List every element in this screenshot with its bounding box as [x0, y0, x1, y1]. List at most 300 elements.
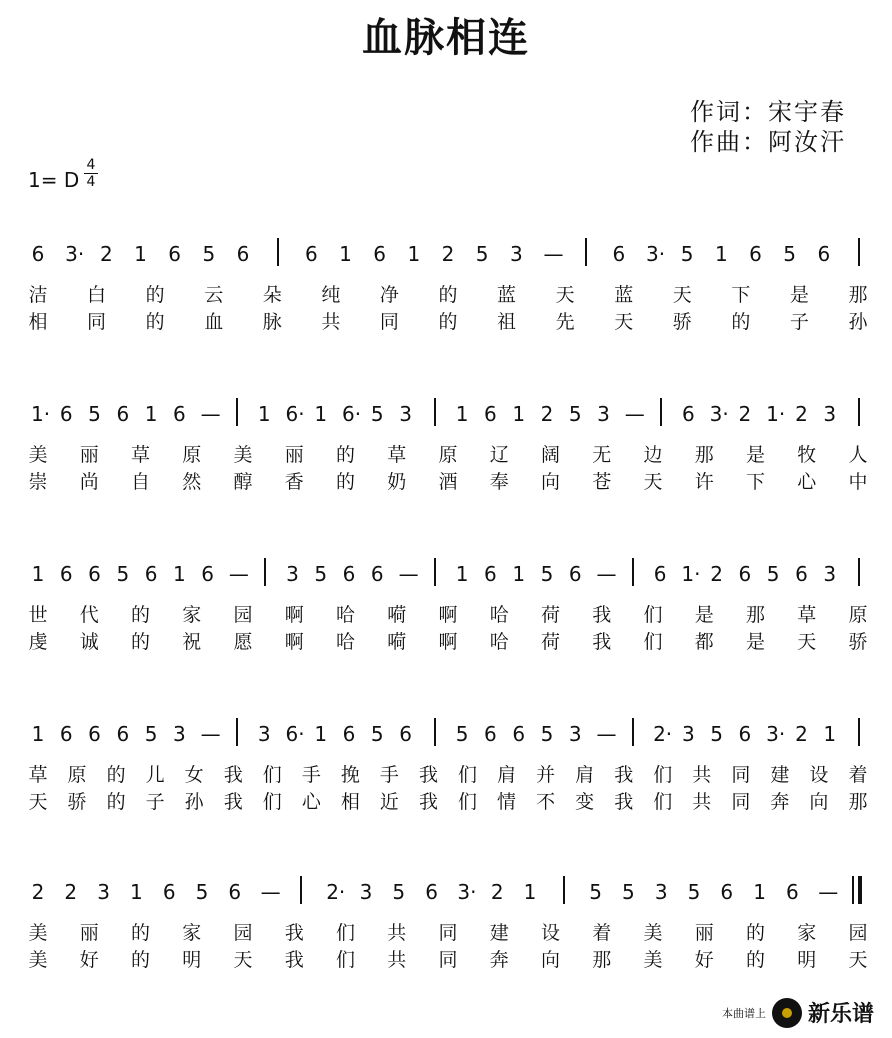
note: 1 [512, 562, 526, 586]
lyric-char: 肩 [575, 764, 595, 786]
notation-line [0, 388, 892, 448]
lyric-char: 原 [848, 604, 868, 626]
note: 6 [681, 402, 695, 426]
note: 3 [359, 880, 373, 904]
lyric-char: 我 [592, 631, 612, 653]
lyric-char: 美 [28, 949, 48, 971]
note: 1· [766, 402, 786, 426]
score-system [0, 228, 892, 368]
lyric-char: 设 [540, 922, 560, 944]
lyric-char: 是 [745, 631, 765, 653]
lyric-char: 啊 [438, 631, 458, 653]
lyric-char: 的 [745, 922, 765, 944]
note: 6 [738, 722, 752, 746]
note: 5 [88, 402, 101, 426]
note: 1 [257, 402, 271, 426]
lyric-char: 家 [182, 604, 202, 626]
lyric-char: 同 [731, 764, 751, 786]
note: 1 [314, 722, 328, 746]
lyric-char: 天 [28, 791, 48, 813]
lyric-char: 那 [745, 604, 765, 626]
lyric-char: 好 [79, 949, 99, 971]
note: 6 [88, 562, 101, 586]
lyric-char: 脉 [262, 311, 282, 333]
dash-extension: — [398, 562, 419, 586]
lyric-char: 自 [130, 471, 150, 493]
lyric-line [0, 787, 892, 811]
note: 6 [484, 722, 497, 746]
lyric-char: 那 [848, 791, 868, 813]
note: 6 [88, 722, 101, 746]
lyric-char: 香 [284, 471, 304, 493]
lyric-char: 原 [182, 444, 202, 466]
lyric-char: 相 [28, 311, 48, 333]
lyric-char: 醇 [233, 471, 253, 493]
lyric-char: 嗬 [387, 631, 407, 653]
note: 5 [314, 562, 328, 586]
note: 1 [339, 242, 352, 266]
note: 6 [59, 722, 73, 746]
lyric-char: 我 [284, 922, 304, 944]
note: 6 [399, 722, 412, 746]
lyric-char: 骄 [672, 311, 692, 333]
dash-extension: — [260, 880, 281, 904]
time-signature [84, 158, 98, 189]
note: 5 [202, 242, 216, 266]
lyric-char: 着 [848, 764, 868, 786]
note: 2 [540, 402, 554, 426]
note: 3· [646, 242, 666, 266]
note: 6 [568, 562, 582, 586]
note: 1 [134, 242, 147, 266]
lyric-char: 同 [731, 791, 751, 813]
music-disc-icon [772, 998, 802, 1028]
repeat-end-barline [858, 876, 862, 904]
lyric-line [0, 280, 892, 304]
note: 6 [370, 562, 384, 586]
note: 5 [195, 880, 209, 904]
lyric-char: 然 [182, 471, 202, 493]
footer-small-text: 本曲谱上 [721, 1006, 766, 1020]
lyric-char: 的 [106, 791, 126, 813]
note: 6 [795, 562, 808, 586]
note: 6 [786, 880, 799, 904]
note: 3 [509, 242, 523, 266]
lyric-char: 下 [731, 284, 751, 306]
lyric-char: 向 [540, 949, 560, 971]
lyric-char: 子 [789, 311, 809, 333]
lyric-char: 园 [233, 604, 253, 626]
lyric-char: 苍 [592, 471, 612, 493]
note: 2 [99, 242, 113, 266]
lyric-char: 天 [848, 949, 868, 971]
footer-brand: 新乐谱 [807, 1002, 874, 1027]
barline [632, 718, 634, 746]
lyric-line [0, 945, 892, 969]
lyric-char: 啊 [284, 604, 304, 626]
lyric-char: 诚 [79, 631, 99, 653]
note: 1 [144, 402, 158, 426]
barline [858, 558, 860, 586]
lyric-line [0, 760, 892, 784]
lyric-char: 明 [797, 949, 817, 971]
note: 3 [823, 402, 837, 426]
note: 5 [783, 242, 797, 266]
dash-extension: — [818, 880, 839, 904]
note: 1 [753, 880, 766, 904]
note: 3 [654, 880, 668, 904]
barline [236, 718, 238, 746]
note: 6 [817, 242, 831, 266]
lyric-char: 牧 [797, 444, 817, 466]
barline [632, 558, 634, 586]
lyric-char: 的 [130, 922, 150, 944]
score-system [0, 866, 892, 1006]
note: 5 [392, 880, 406, 904]
barline [563, 876, 565, 904]
note: 3 [286, 562, 299, 586]
note: 6 [116, 402, 130, 426]
lyric-char: 的 [145, 311, 165, 333]
lyric-char: 是 [789, 284, 809, 306]
lyric-char: 草 [130, 444, 150, 466]
lyric-char: 的 [335, 444, 355, 466]
lyric-char: 挽 [340, 764, 360, 786]
lyric-char: 哈 [489, 604, 509, 626]
note: 6 [484, 402, 497, 426]
lyric-char: 天 [643, 471, 663, 493]
note: 2 [490, 880, 504, 904]
lyric-char: 我 [614, 764, 634, 786]
note: 6 [749, 242, 762, 266]
note: 2 [710, 562, 723, 586]
lyric-char: 相 [340, 791, 360, 813]
lyric-char: 白 [87, 284, 107, 306]
note: 6 [653, 562, 667, 586]
note: 3 [399, 402, 412, 426]
lyric-char: 都 [694, 631, 714, 653]
lyric-char: 丽 [284, 444, 304, 466]
lyric-char: 尚 [79, 471, 99, 493]
lyric-char: 草 [797, 604, 817, 626]
lyric-line [0, 627, 892, 651]
note: 5 [589, 880, 602, 904]
lyric-char: 草 [28, 764, 48, 786]
note: 5 [568, 402, 582, 426]
lyric-char: 许 [694, 471, 714, 493]
composer-credit: 作曲：阿汝汗 [690, 128, 846, 156]
dash-extension: — [596, 562, 617, 586]
note: 6· [342, 402, 362, 426]
lyric-char: 肩 [497, 764, 517, 786]
note: 1 [455, 562, 469, 586]
lyric-char: 净 [379, 284, 399, 306]
note: 1 [31, 562, 45, 586]
lyric-char: 园 [848, 922, 868, 944]
lyric-char: 同 [87, 311, 107, 333]
note: 6 [484, 562, 497, 586]
note: 6 [31, 242, 45, 266]
note: 3 [568, 722, 582, 746]
lyric-char: 我 [223, 764, 243, 786]
lyric-char: 荷 [540, 604, 560, 626]
note: 6 [228, 880, 242, 904]
key-signature: 1= D [28, 168, 80, 192]
lyric-char: 祝 [182, 631, 202, 653]
lyric-char: 变 [575, 791, 595, 813]
lyric-char: 的 [130, 604, 150, 626]
note: 6 [59, 402, 73, 426]
note: 6 [59, 562, 73, 586]
note: 6 [425, 880, 438, 904]
lyric-char: 血 [204, 311, 224, 333]
lyric-char: 向 [540, 471, 560, 493]
lyric-char: 的 [335, 471, 355, 493]
lyric-char: 我 [614, 791, 634, 813]
note: 2· [653, 722, 673, 746]
barline [852, 876, 854, 904]
note: 6 [168, 242, 182, 266]
note: 1 [823, 722, 837, 746]
lyric-char: 设 [809, 764, 829, 786]
note: 5 [766, 562, 780, 586]
lyric-char: 哈 [489, 631, 509, 653]
lyric-char: 天 [672, 284, 692, 306]
lyric-char: 美 [643, 949, 663, 971]
lyric-char: 丽 [79, 444, 99, 466]
lyric-char: 辽 [489, 444, 509, 466]
note: 6 [738, 562, 752, 586]
lyric-char: 酒 [438, 471, 458, 493]
lyric-char: 中 [848, 471, 868, 493]
lyric-char: 原 [67, 764, 87, 786]
dash-extension: — [228, 562, 249, 586]
note: 1 [314, 402, 328, 426]
note: 6 [304, 242, 318, 266]
note: 1· [681, 562, 701, 586]
lyric-char: 哈 [335, 604, 355, 626]
lyric-char: 人 [848, 444, 868, 466]
lyric-char: 祖 [497, 311, 517, 333]
lyric-char: 奔 [489, 949, 509, 971]
lyric-char: 那 [694, 444, 714, 466]
lyric-line [0, 600, 892, 624]
lyric-char: 纯 [321, 284, 341, 306]
lyric-char: 我 [284, 949, 304, 971]
lyric-char: 好 [694, 949, 714, 971]
note: 3 [173, 722, 186, 746]
barline [858, 718, 860, 746]
lyric-char: 同 [438, 949, 458, 971]
lyric-char: 家 [182, 922, 202, 944]
barline [585, 238, 587, 266]
lyric-line [0, 440, 892, 464]
lyric-char: 是 [745, 444, 765, 466]
lyric-char: 孙 [184, 791, 204, 813]
note: 3 [257, 722, 271, 746]
note: 5 [370, 722, 384, 746]
dash-extension: — [596, 722, 617, 746]
note: 1 [455, 402, 469, 426]
dash-extension: — [543, 242, 564, 266]
note: 5 [455, 722, 469, 746]
note: 5 [116, 562, 130, 586]
lyric-char: 美 [28, 444, 48, 466]
lyric-char: 先 [555, 311, 575, 333]
barline [277, 238, 279, 266]
lyric-char: 心 [797, 471, 817, 493]
lyric-char: 近 [379, 791, 399, 813]
lyric-char: 的 [745, 949, 765, 971]
lyric-char: 同 [438, 922, 458, 944]
note: 6 [162, 880, 176, 904]
lyric-char: 美 [233, 444, 253, 466]
note: 1 [523, 880, 537, 904]
lyric-char: 那 [592, 949, 612, 971]
lyric-char: 的 [130, 631, 150, 653]
note: 6· [285, 402, 305, 426]
score-system [0, 388, 892, 528]
lyric-char: 子 [145, 791, 165, 813]
lyric-char: 美 [643, 922, 663, 944]
note: 6 [720, 880, 734, 904]
lyric-char: 是 [694, 604, 714, 626]
lyric-char: 丽 [694, 922, 714, 944]
note: 2· [326, 880, 346, 904]
lyric-char: 们 [643, 604, 663, 626]
lyric-char: 崇 [28, 471, 48, 493]
score-system [0, 708, 892, 848]
note: 3· [709, 402, 729, 426]
lyric-char: 天 [797, 631, 817, 653]
note: 3 [97, 880, 110, 904]
note: 6 [236, 242, 250, 266]
lyric-char: 代 [79, 604, 99, 626]
lyric-char: 啊 [284, 631, 304, 653]
lyric-char: 们 [458, 764, 478, 786]
note: 6 [201, 562, 214, 586]
lyric-line [0, 307, 892, 331]
lyric-line [0, 918, 892, 942]
lyric-char: 们 [653, 764, 673, 786]
note: 5 [622, 880, 635, 904]
lyric-char: 蓝 [497, 284, 517, 306]
lyric-char: 原 [438, 444, 458, 466]
lyric-char: 我 [418, 764, 438, 786]
barline [434, 558, 436, 586]
note: 6 [612, 242, 626, 266]
note: 1· [31, 402, 51, 426]
note: 2 [31, 880, 45, 904]
lyric-char: 洁 [28, 284, 48, 306]
lyric-char: 草 [387, 444, 407, 466]
lyric-char: 我 [223, 791, 243, 813]
lyric-char: 并 [536, 764, 556, 786]
notation-line [0, 708, 892, 768]
lyric-char: 阔 [540, 444, 560, 466]
lyric-char: 们 [335, 949, 355, 971]
time-signature-top: 4 [86, 157, 96, 173]
lyric-char: 我 [592, 604, 612, 626]
lyric-char: 的 [438, 284, 458, 306]
note: 6 [173, 402, 186, 426]
lyric-char: 那 [848, 284, 868, 306]
lyric-char: 下 [745, 471, 765, 493]
lyric-char: 共 [387, 949, 407, 971]
note: 1 [31, 722, 45, 746]
lyric-char: 荷 [540, 631, 560, 653]
lyricist-credit: 作词：宋宇春 [690, 98, 846, 126]
note: 2 [738, 402, 752, 426]
dash-extension: — [624, 402, 645, 426]
note: 2 [441, 242, 455, 266]
note: 5 [144, 722, 158, 746]
lyric-char: 的 [731, 311, 751, 333]
lyric-char: 的 [145, 284, 165, 306]
note: 1 [512, 402, 526, 426]
note: 6 [144, 562, 158, 586]
lyric-char: 哈 [335, 631, 355, 653]
note: 6 [512, 722, 526, 746]
note: 3· [457, 880, 477, 904]
lyric-char: 愿 [233, 631, 253, 653]
lyric-char: 奔 [770, 791, 790, 813]
lyric-char: 建 [489, 922, 509, 944]
lyric-char: 奉 [489, 471, 509, 493]
notation-line [0, 548, 892, 608]
note: 5 [680, 242, 694, 266]
footer [722, 997, 874, 1028]
note: 3 [681, 722, 695, 746]
barline [300, 876, 302, 904]
lyric-char: 不 [536, 791, 556, 813]
note: 2 [795, 722, 808, 746]
lyric-char: 骄 [67, 791, 87, 813]
lyric-char: 啊 [438, 604, 458, 626]
lyric-char: 天 [555, 284, 575, 306]
note: 6 [373, 242, 387, 266]
lyric-char: 世 [28, 604, 48, 626]
lyric-char: 向 [809, 791, 829, 813]
barline [660, 398, 662, 426]
lyric-char: 孙 [848, 311, 868, 333]
lyric-char: 朵 [262, 284, 282, 306]
lyric-char: 们 [643, 631, 663, 653]
lyric-char: 共 [692, 791, 712, 813]
note: 5 [710, 722, 723, 746]
note: 3· [65, 242, 85, 266]
lyric-char: 情 [497, 791, 517, 813]
notation-line [0, 866, 892, 926]
lyric-char: 蓝 [614, 284, 634, 306]
lyric-char: 我 [418, 791, 438, 813]
lyric-char: 家 [797, 922, 817, 944]
note: 5 [540, 722, 554, 746]
lyric-char: 天 [614, 311, 634, 333]
lyric-char: 骄 [848, 631, 868, 653]
lyric-char: 的 [106, 764, 126, 786]
lyric-char: 共 [387, 922, 407, 944]
lyric-char: 心 [301, 791, 321, 813]
dash-extension: — [200, 722, 221, 746]
lyric-char: 们 [458, 791, 478, 813]
lyric-char: 手 [301, 764, 321, 786]
barline [434, 398, 436, 426]
lyric-char: 边 [643, 444, 663, 466]
barline [434, 718, 436, 746]
lyric-char: 们 [262, 791, 282, 813]
note: 2 [795, 402, 808, 426]
